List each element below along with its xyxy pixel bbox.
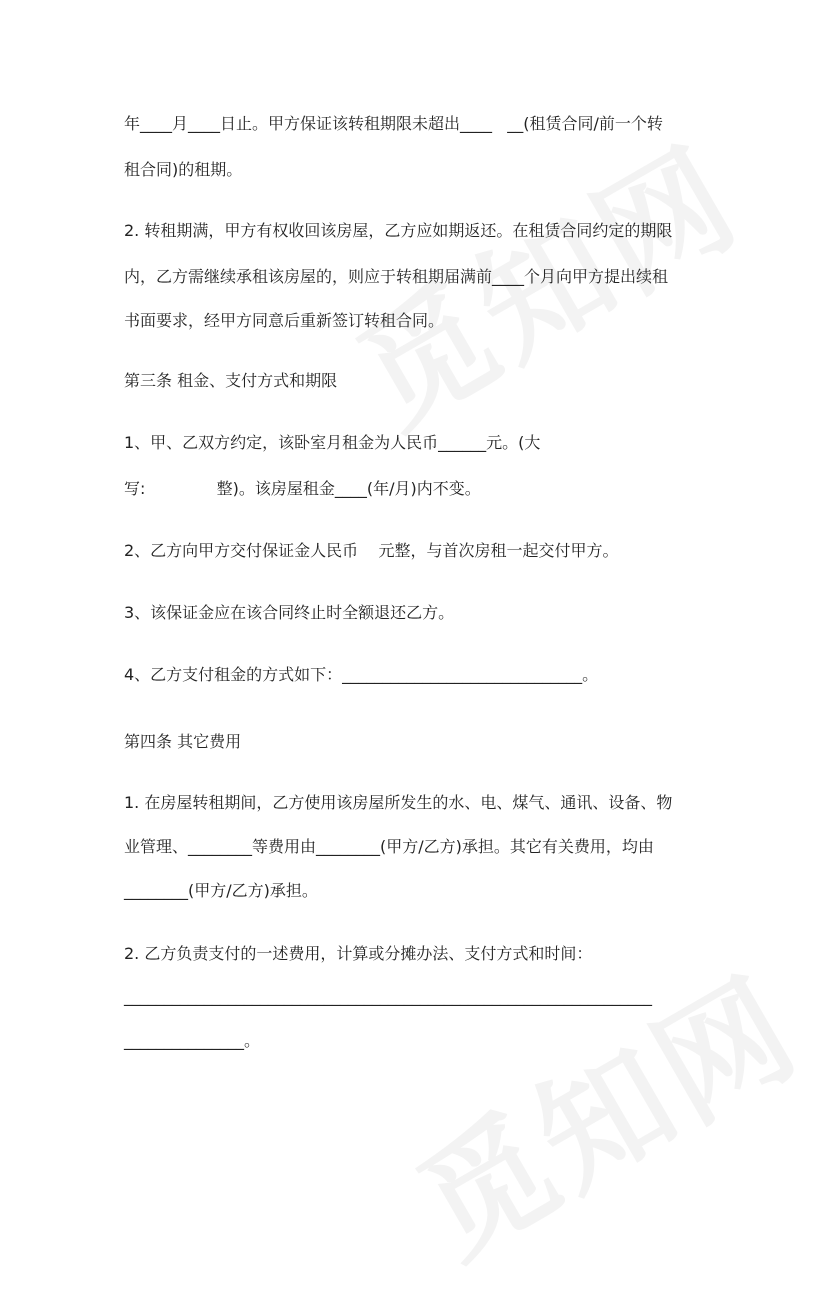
text-line: 写: 整)。该房屋租金____(年/月)内不变。 (124, 479, 481, 498)
text-line: 业管理、________等费用由________(甲方/乙方)承担。其它有关费用，均由 (124, 837, 654, 856)
watermark-bottom (380, 926, 827, 1292)
blank-fill-line: __________________________________________________________________ (124, 987, 652, 1006)
clause-paragraph: 3、该保证金应在该合同终止时全额退还乙方。 (124, 603, 455, 622)
text-line: 年____月____日止。甲方保证该转租期限未超出____ __(租赁合同/前一个转 (124, 114, 663, 133)
text-line: 内，乙方需继续承租该房屋的，则应于转租期届满前____个月向甲方提出续租 (124, 267, 669, 286)
clause-paragraph: 2. 转租期满，甲方有权收回该房屋，乙方应如期返还。在租赁合同约定的期限 (124, 221, 673, 240)
text-line: ________(甲方/乙方)承担。 (124, 881, 318, 900)
clause-paragraph: 2、乙方向甲方交付保证金人民币 元整，与首次房租一起交付甲方。 (124, 541, 619, 560)
section-heading-article-3: 第三条 租金、支付方式和期限 (124, 371, 338, 390)
text-line: 租合同)的租期。 (124, 160, 243, 179)
section-heading-article-4: 第四条 其它费用 (124, 732, 242, 751)
clause-paragraph: 2. 乙方负责支付的一述费用，计算或分摊办法、支付方式和时间： (124, 944, 593, 963)
clause-paragraph: 4、乙方支付租金的方式如下：______________________________。 (124, 665, 599, 684)
text-line: 书面要求，经甲方同意后重新签订转租合同。 (124, 311, 445, 330)
clause-paragraph: 1. 在房屋转租期间，乙方使用该房屋所发生的水、电、煤气、通讯、设备、物 (124, 793, 673, 812)
blank-fill-line: _______________。 (124, 1031, 261, 1050)
clause-paragraph: 1、甲、乙双方约定，该卧室月租金为人民币______元。(大 (124, 433, 541, 452)
